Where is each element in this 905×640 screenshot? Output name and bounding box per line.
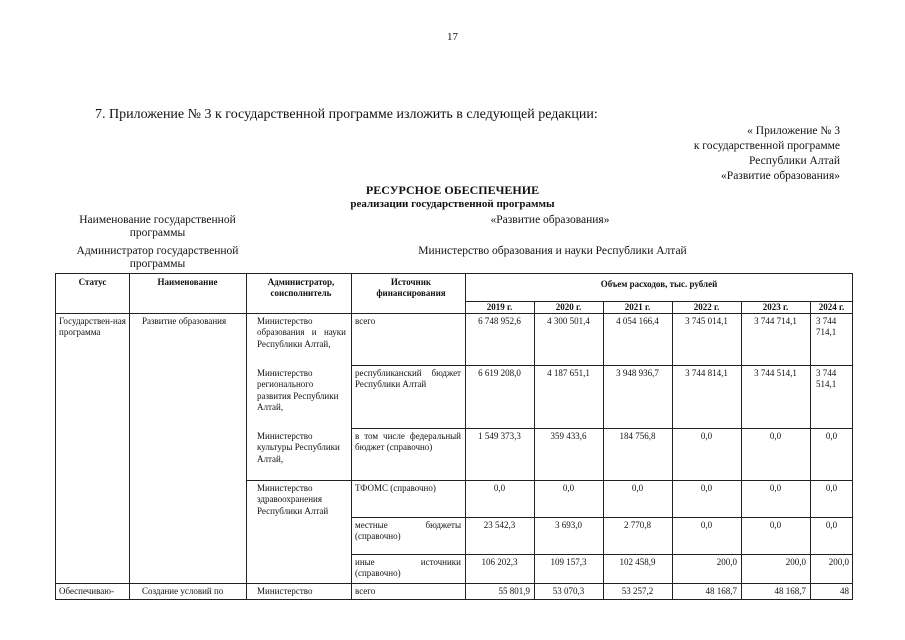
value-cell: 3 693,0 — [555, 520, 582, 530]
row2-source: всего — [355, 586, 376, 596]
value-cell: 3 744 514,1 — [816, 368, 837, 390]
page-number: 17 — [447, 31, 458, 43]
administrator-label: Администратор государственной программы — [76, 245, 239, 270]
value-cell: 3 744 814,1 — [685, 368, 728, 378]
value-cell: 53 257,2 — [621, 586, 654, 596]
value-cell: 53 070,3 — [552, 586, 585, 596]
row1-status: Государствен-ная программа — [59, 316, 126, 338]
value-cell: 48 168,7 — [774, 586, 806, 596]
header-status: Статус — [78, 277, 107, 287]
appendix-line: « Приложение № 3 — [747, 125, 840, 137]
value-cell: 3 745 014,1 — [685, 316, 728, 326]
appendix-header — [600, 124, 840, 184]
header-name: Наименование — [157, 277, 218, 287]
value-cell: 0,0 — [631, 483, 644, 493]
value-cell: 0,0 — [769, 520, 782, 530]
value-cell: 0,0 — [700, 520, 713, 530]
header-source: Источник финансирования — [376, 277, 446, 299]
value-cell: 0,0 — [825, 520, 838, 530]
value-cell: 359 433,6 — [550, 431, 587, 441]
header-year: 2023 г. — [762, 302, 789, 312]
value-cell: 48 168,7 — [705, 586, 737, 596]
program-name-label: Наименование государственной программы — [79, 214, 236, 239]
header-admin: Администратор, соисполнитель — [267, 277, 335, 299]
row1-admin: Министерство культуры Республики Алтай, — [257, 431, 340, 464]
value-cell: 3 744 514,1 — [754, 368, 797, 378]
value-cell: 0,0 — [769, 483, 782, 493]
row1-name: Развитие образования — [142, 316, 227, 326]
appendix-line: к государственной программе — [693, 140, 840, 152]
value-cell: 55 801,9 — [498, 586, 530, 596]
value-cell: 200,0 — [828, 557, 849, 567]
row2-status: Обеспечиваю- — [59, 586, 114, 596]
row2-admin: Министерство — [257, 586, 313, 596]
row2-name: Создание условий по — [142, 586, 224, 596]
intro-text: 7. Приложение № 3 к государственной программе изложить в следующей редакции: — [95, 107, 598, 122]
value-cell: 109 157,3 — [550, 557, 587, 567]
header-year: 2020 г. — [555, 302, 582, 312]
value-cell: 4 187 651,1 — [547, 368, 590, 378]
value-cell: 184 756,8 — [619, 431, 656, 441]
value-cell: 200,0 — [785, 557, 806, 567]
row1-source: в том числе федеральный бюджет (справочно) — [355, 431, 461, 453]
value-cell: 0,0 — [700, 483, 713, 493]
appendix-line: «Развитие образования» — [721, 170, 840, 182]
header-year: 2021 г. — [624, 302, 651, 312]
value-cell: 48 — [840, 586, 849, 596]
header-year: 2024 г. — [818, 302, 845, 312]
row1-admin: Министерство регионального развития Республики Алтай, — [257, 368, 339, 412]
row1-source: иные источники (справочно) — [355, 557, 461, 579]
row1-source: всего — [355, 316, 376, 326]
value-cell: 2 770,8 — [624, 520, 651, 530]
value-cell: 4 300 501,4 — [547, 316, 590, 326]
row1-source: ТФОМС (справочно) — [355, 483, 436, 493]
value-cell: 0,0 — [769, 431, 782, 441]
header-year: 2019 г. — [486, 302, 513, 312]
header-year: 2022 г. — [693, 302, 720, 312]
appendix-line: Республики Алтай — [748, 155, 840, 167]
value-cell: 3 744 714,1 — [754, 316, 797, 326]
value-cell: 6 748 952,6 — [478, 316, 521, 326]
value-cell: 0,0 — [825, 483, 838, 493]
value-cell: 1 549 373,3 — [478, 431, 521, 441]
value-cell: 106 202,3 — [481, 557, 518, 567]
value-cell: 23 542,3 — [483, 520, 516, 530]
value-cell: 6 619 208,0 — [478, 368, 521, 378]
value-cell: 4 054 166,4 — [616, 316, 659, 326]
row1-source: республиканский бюджет Республики Алтай — [355, 368, 461, 390]
value-cell: 102 458,9 — [619, 557, 656, 567]
header-expenses: Объем расходов, тыс. рублей — [600, 279, 718, 289]
resource-table — [55, 273, 853, 600]
document-title: РЕСУРСНОЕ ОБЕСПЕЧЕНИЕ — [365, 183, 540, 197]
program-name-value: «Развитие образования» — [490, 214, 610, 226]
row1-admin: Министерство образования и науки Республики Алтай, — [257, 316, 346, 349]
value-cell: 0,0 — [700, 431, 713, 441]
administrator-value: Министерство образования и науки Республики Алтай — [418, 245, 687, 257]
value-cell: 200,0 — [716, 557, 737, 567]
value-cell: 3 744 714,1 — [816, 316, 837, 338]
row1-admin: Министерство здравоохранения Республики Алтай — [257, 483, 329, 516]
value-cell: 0,0 — [493, 483, 506, 493]
row1-source: местные бюджеты (справочно) — [355, 520, 461, 542]
value-cell: 3 948 936,7 — [616, 368, 659, 378]
value-cell: 0,0 — [562, 483, 575, 493]
document-subtitle: реализации государственной программы — [350, 198, 555, 210]
value-cell: 0,0 — [825, 431, 838, 441]
